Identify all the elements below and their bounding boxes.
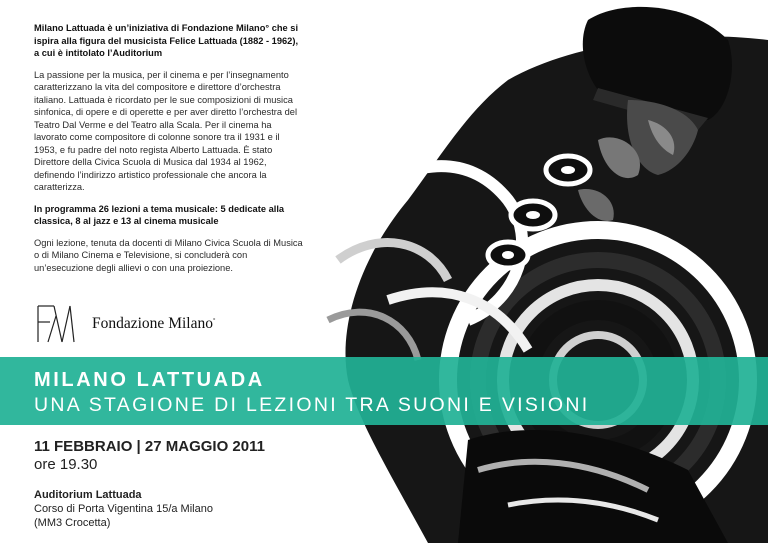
program-summary: In programma 26 lezioni a tema musicale: 5 dedicate alla classica, 8 al jazz e 13 al cinema musicale — [34, 203, 285, 226]
intro-body: La passione per la musica, per il cinema e per l’insegnamento caratterizzano la vita del compositore e direttore d’orchestra italiano. Lattuada è ricordato per le sue composizioni di musica sinfonica, di opere e di operette e per aver diretto l’orchestra del Teatro Dal Verme e del Teatro alla Scala. Per il cinema ha lavorato come compositore di colonne sonore tra il 1931 e il 1953, e fu padre del noto regista Alberto Lattuada. È stato Direttore della Civica Scuola di Musica dal 1934 al 1962, definendo l’indirizzo artistico professionale che ancora la caratterizza. — [34, 69, 298, 192]
intro-text — [34, 22, 304, 283]
logo-wordmark: Fondazione Milano° — [92, 315, 216, 332]
venue-address: Corso di Porta Vigentina 15/a Milano — [34, 503, 213, 515]
venue-info — [34, 488, 213, 530]
horn-player-photo — [268, 0, 768, 543]
start-date: 11 FEBBRAIO — [34, 438, 133, 455]
lessons-note: Ogni lezione, tenuta da docenti di Milano Civica Scuola di Musica o di Milano Cinema e Televisione, si concluderà con un’esecuzione degli allievi o con una proiezione. — [34, 237, 303, 273]
fm-monogram-icon — [34, 302, 80, 346]
venue-name: Auditorium Lattuada — [34, 489, 142, 501]
event-subtitle: UNA STAGIONE DI LEZIONI TRA SUONI E VISIONI — [34, 394, 590, 416]
end-date: 27 MAGGIO 2011 — [144, 438, 265, 455]
event-title: MILANO LATTUADA — [34, 369, 265, 391]
date-separator: | — [132, 438, 145, 455]
venue-metro: (MM3 Crocetta) — [34, 517, 111, 529]
title-banner — [0, 357, 768, 425]
intro-lead: Milano Lattuada è un’iniziativa di Fondazione Milano° che si ispira alla figura del musicista Felice Lattuada (1882 - 1962), a cui è intitolato l’Auditorium — [34, 23, 299, 58]
fondazione-milano-logo — [34, 302, 274, 346]
event-time: ore 19.30 — [34, 456, 98, 473]
event-dates — [34, 438, 265, 474]
